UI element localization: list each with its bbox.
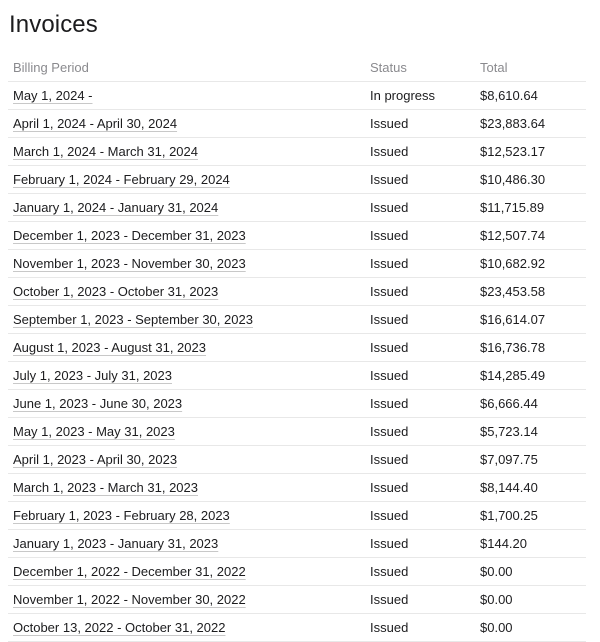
- table-row: [8, 166, 586, 194]
- invoice-period-link[interactable]: December 1, 2022 - December 31, 2022: [13, 564, 246, 579]
- invoice-period-link[interactable]: May 1, 2024 -: [13, 88, 93, 103]
- table-row: [8, 110, 586, 138]
- invoice-status: Issued: [370, 116, 409, 131]
- invoice-status: Issued: [370, 340, 409, 355]
- table-row: [8, 502, 586, 530]
- invoice-status: Issued: [370, 312, 409, 327]
- invoice-total: $12,523.17: [480, 144, 546, 159]
- table-row: [8, 194, 586, 222]
- invoice-status: Issued: [370, 200, 409, 215]
- invoice-total: $7,097.75: [480, 452, 538, 467]
- table-row: [8, 418, 586, 446]
- invoice-total: $5,723.14: [480, 424, 538, 439]
- invoice-status: Issued: [370, 564, 409, 579]
- table-row: [8, 586, 586, 614]
- invoice-status: Issued: [370, 368, 409, 383]
- column-header-status: Status: [370, 60, 407, 75]
- invoice-status: Issued: [370, 396, 409, 411]
- invoice-period-link[interactable]: November 1, 2023 - November 30, 2023: [13, 256, 246, 271]
- table-row: [8, 250, 586, 278]
- invoice-status: Issued: [370, 144, 409, 159]
- invoice-total: $12,507.74: [480, 228, 546, 243]
- invoice-status: Issued: [370, 424, 409, 439]
- page-title: Invoices: [9, 11, 98, 38]
- invoice-status: Issued: [370, 620, 409, 635]
- invoice-period-link[interactable]: March 1, 2024 - March 31, 2024: [13, 144, 198, 159]
- invoice-status: Issued: [370, 508, 409, 523]
- table-row: [8, 306, 586, 334]
- invoice-total: $10,682.92: [480, 256, 546, 271]
- invoice-period-link[interactable]: January 1, 2024 - January 31, 2024: [13, 200, 219, 215]
- invoice-status: Issued: [370, 592, 409, 607]
- invoice-total: $8,144.40: [480, 480, 538, 495]
- table-body: [8, 82, 586, 642]
- table-row: [8, 138, 586, 166]
- table-row: [8, 530, 586, 558]
- invoice-status: In progress: [370, 88, 436, 103]
- invoice-period-link[interactable]: February 1, 2024 - February 29, 2024: [13, 172, 230, 187]
- invoice-period-link[interactable]: December 1, 2023 - December 31, 2023: [13, 228, 246, 243]
- table-row: [8, 390, 586, 418]
- invoice-total: $23,883.64: [480, 116, 546, 131]
- invoice-total: $8,610.64: [480, 88, 538, 103]
- table-header-row: [8, 54, 586, 82]
- invoice-period-link[interactable]: July 1, 2023 - July 31, 2023: [13, 368, 172, 383]
- invoice-total: $1,700.25: [480, 508, 538, 523]
- table-row: [8, 362, 586, 390]
- invoice-status: Issued: [370, 284, 409, 299]
- table-row: [8, 474, 586, 502]
- invoice-period-link[interactable]: November 1, 2022 - November 30, 2022: [13, 592, 246, 607]
- invoice-period-link[interactable]: June 1, 2023 - June 30, 2023: [13, 396, 183, 411]
- invoice-status: Issued: [370, 256, 409, 271]
- invoice-total: $0.00: [480, 620, 513, 635]
- table-row: [8, 558, 586, 586]
- invoice-status: Issued: [370, 228, 409, 243]
- invoice-total: $144.20: [480, 536, 527, 551]
- invoice-period-link[interactable]: February 1, 2023 - February 28, 2023: [13, 508, 230, 523]
- invoices-table: [8, 54, 586, 642]
- invoice-total: $14,285.49: [480, 368, 546, 383]
- invoice-period-link[interactable]: October 1, 2023 - October 31, 2023: [13, 284, 219, 299]
- invoice-status: Issued: [370, 172, 409, 187]
- invoice-total: $0.00: [480, 564, 513, 579]
- invoice-period-link[interactable]: April 1, 2023 - April 30, 2023: [13, 452, 178, 467]
- table-row: [8, 446, 586, 474]
- invoice-status: Issued: [370, 452, 409, 467]
- invoice-status: Issued: [370, 536, 409, 551]
- invoice-total: $10,486.30: [480, 172, 546, 187]
- invoice-period-link[interactable]: October 13, 2022 - October 31, 2022: [13, 620, 226, 635]
- table-row: [8, 614, 586, 642]
- invoice-period-link[interactable]: April 1, 2024 - April 30, 2024: [13, 116, 178, 131]
- table-row: [8, 222, 586, 250]
- invoice-period-link[interactable]: August 1, 2023 - August 31, 2023: [13, 340, 206, 355]
- invoice-total: $16,614.07: [480, 312, 546, 327]
- invoice-total: $0.00: [480, 592, 513, 607]
- invoice-total: $6,666.44: [480, 396, 538, 411]
- invoice-total: $23,453.58: [480, 284, 546, 299]
- invoice-total: $16,736.78: [480, 340, 546, 355]
- table-row: [8, 278, 586, 306]
- table-row: [8, 334, 586, 362]
- invoice-total: $11,715.89: [480, 200, 545, 215]
- invoice-period-link[interactable]: March 1, 2023 - March 31, 2023: [13, 480, 198, 495]
- column-header-billing-period: Billing Period: [13, 60, 89, 75]
- invoice-period-link[interactable]: May 1, 2023 - May 31, 2023: [13, 424, 175, 439]
- invoice-period-link[interactable]: January 1, 2023 - January 31, 2023: [13, 536, 219, 551]
- column-header-total: Total: [480, 60, 508, 75]
- table-row: [8, 82, 586, 110]
- invoice-period-link[interactable]: September 1, 2023 - September 30, 2023: [13, 312, 253, 327]
- invoice-status: Issued: [370, 480, 409, 495]
